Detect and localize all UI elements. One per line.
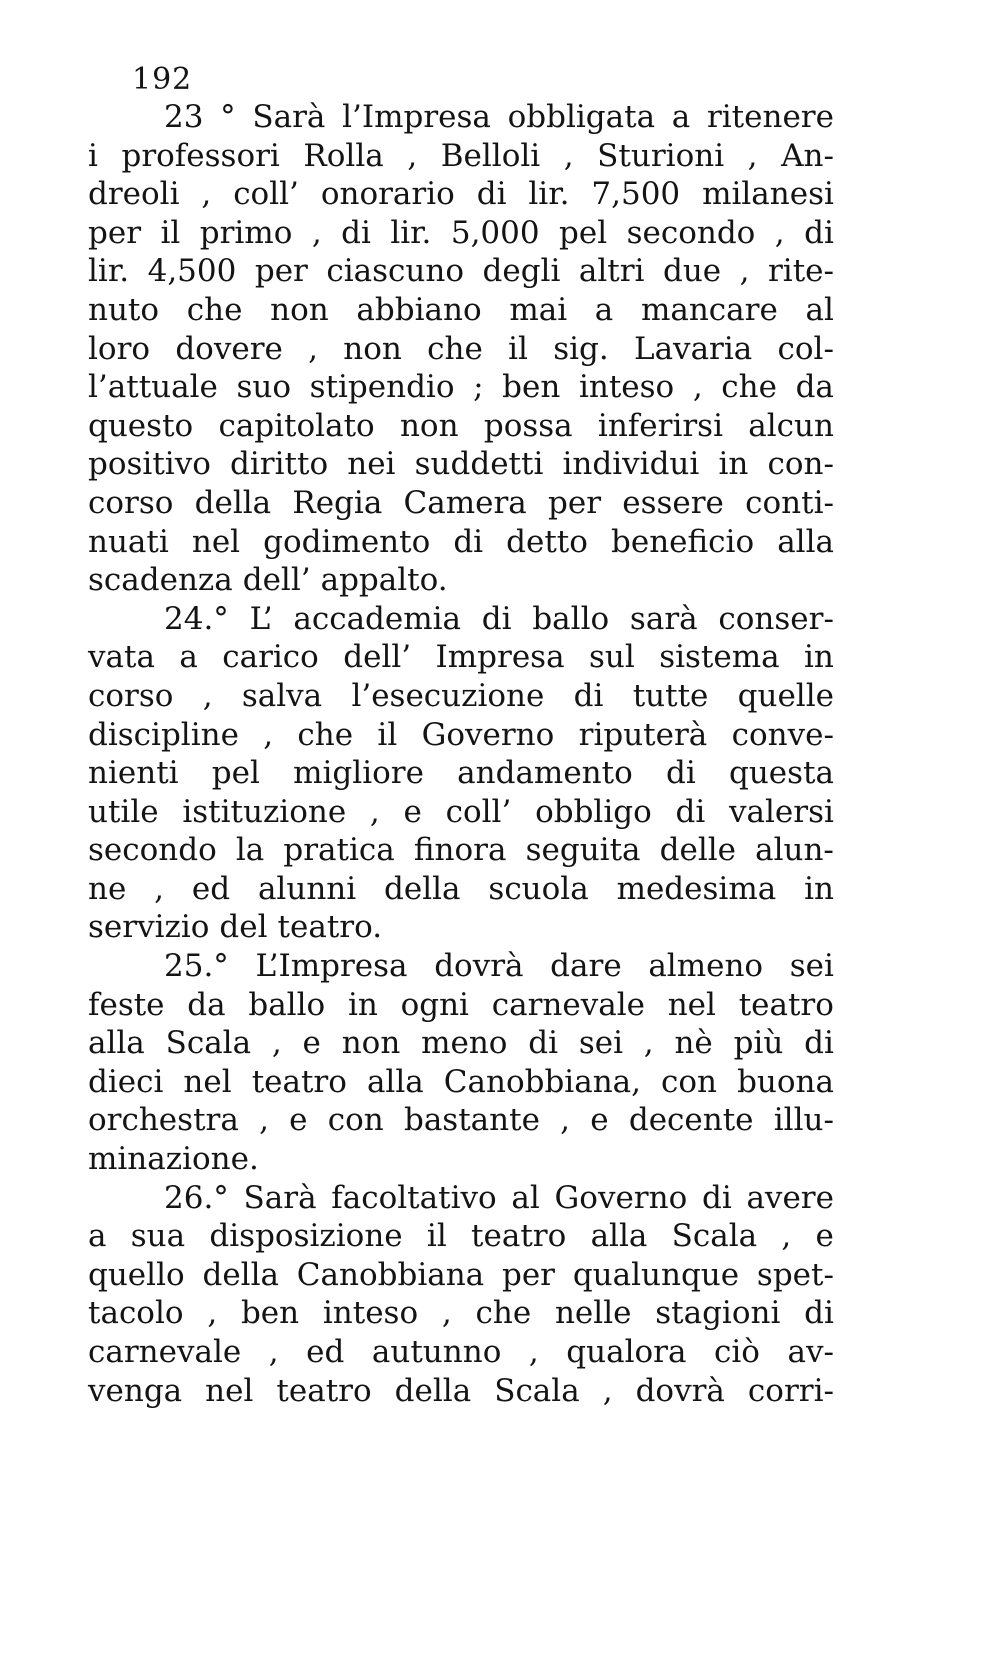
word: ben bbox=[502, 369, 561, 406]
word: ballo bbox=[532, 600, 610, 637]
word: per bbox=[254, 253, 308, 290]
word: valersi bbox=[729, 793, 834, 830]
word: An- bbox=[781, 137, 834, 174]
word: nei bbox=[347, 446, 396, 483]
word: medesima bbox=[616, 870, 777, 907]
word: la bbox=[235, 832, 265, 869]
word: di bbox=[804, 214, 834, 251]
word: ben bbox=[240, 1295, 300, 1332]
word: milanesi bbox=[702, 176, 834, 213]
word: Sarà bbox=[252, 99, 326, 135]
word: ed bbox=[191, 870, 231, 907]
word: loro bbox=[88, 330, 151, 367]
text-line bbox=[88, 445, 834, 484]
word: della bbox=[394, 1372, 472, 1409]
text-line bbox=[88, 1256, 834, 1295]
word: questa bbox=[728, 755, 834, 792]
word: mai bbox=[509, 291, 568, 328]
word: , bbox=[560, 1102, 571, 1139]
word: autunno bbox=[371, 1334, 502, 1370]
word: di bbox=[453, 523, 484, 560]
word: della bbox=[194, 484, 272, 521]
text-line bbox=[88, 484, 834, 523]
word: sei bbox=[789, 948, 834, 985]
word: corso bbox=[88, 677, 174, 714]
word: di bbox=[528, 1025, 559, 1062]
word: delle bbox=[659, 832, 736, 869]
word: carico bbox=[222, 639, 319, 676]
word: , bbox=[207, 1295, 218, 1332]
text-line bbox=[88, 754, 834, 793]
word: , bbox=[441, 1295, 452, 1332]
word: al bbox=[805, 291, 834, 328]
word: , bbox=[739, 253, 750, 290]
word: tutte bbox=[632, 677, 709, 714]
word: coll’ bbox=[233, 176, 299, 213]
word: ballo bbox=[248, 986, 326, 1023]
word: ne bbox=[88, 870, 127, 907]
word: i bbox=[88, 137, 98, 174]
text-line bbox=[88, 137, 834, 176]
word: stagioni bbox=[655, 1295, 781, 1332]
word: in bbox=[347, 986, 378, 1023]
word: Rolla bbox=[303, 137, 384, 174]
word: di bbox=[675, 793, 706, 830]
word: finora bbox=[413, 832, 507, 869]
word: diritto bbox=[230, 446, 329, 483]
word: scadenza bbox=[88, 562, 233, 599]
word: ed bbox=[306, 1334, 345, 1370]
word: dovrà bbox=[434, 948, 524, 985]
word: istituzione bbox=[182, 793, 347, 830]
word: lir. bbox=[528, 176, 570, 213]
word: Belloli bbox=[440, 137, 541, 174]
word: positivo bbox=[88, 446, 211, 483]
word: con bbox=[661, 1063, 718, 1100]
word: sua bbox=[130, 1218, 186, 1255]
word: detto bbox=[506, 523, 588, 560]
text-line bbox=[88, 1217, 834, 1256]
text-line bbox=[88, 831, 834, 870]
word: ritenere bbox=[706, 99, 834, 135]
word: , bbox=[259, 1102, 269, 1139]
word: di bbox=[573, 677, 604, 714]
word: inteso bbox=[578, 369, 675, 406]
word: , bbox=[692, 369, 703, 406]
word: della bbox=[384, 870, 461, 907]
word: , bbox=[781, 1218, 792, 1255]
word: e bbox=[403, 793, 422, 830]
word: abbiano bbox=[356, 291, 482, 328]
word: , bbox=[154, 870, 165, 907]
word: sistema bbox=[659, 639, 780, 676]
word: spet- bbox=[756, 1256, 834, 1293]
word: a bbox=[88, 1218, 107, 1255]
word: non bbox=[270, 291, 329, 328]
word: pel bbox=[211, 755, 260, 792]
word: Scala bbox=[494, 1372, 580, 1409]
word: alla bbox=[777, 523, 834, 560]
word: conve- bbox=[731, 716, 834, 753]
word: dieci bbox=[88, 1063, 164, 1100]
word: suddetti bbox=[414, 446, 544, 483]
word: l’Impresa bbox=[342, 99, 491, 135]
word: di bbox=[804, 1025, 834, 1062]
word: alunni bbox=[257, 870, 357, 907]
word: venga bbox=[88, 1372, 183, 1409]
word: 4,500 bbox=[147, 253, 237, 290]
word: nel bbox=[667, 986, 716, 1023]
word: e bbox=[590, 1102, 609, 1139]
word: discipline bbox=[88, 716, 239, 753]
word: Sarà bbox=[243, 1179, 317, 1216]
word: in bbox=[718, 446, 749, 483]
word: Camera bbox=[403, 484, 527, 521]
word: a bbox=[671, 99, 691, 135]
word: corso bbox=[88, 484, 174, 521]
word: Sturioni bbox=[597, 137, 725, 174]
word: obbligo bbox=[535, 793, 652, 830]
word: , bbox=[407, 137, 418, 174]
text-line bbox=[88, 1372, 834, 1411]
word: ogni bbox=[400, 986, 469, 1023]
word: Lavaria bbox=[633, 330, 753, 367]
page-number: 192 bbox=[132, 62, 193, 97]
word: e bbox=[815, 1218, 834, 1255]
word: , bbox=[311, 214, 322, 251]
word: andamento bbox=[457, 755, 633, 792]
word: riputerà bbox=[578, 716, 708, 753]
word: 25.° bbox=[164, 948, 229, 985]
word: illu- bbox=[773, 1102, 834, 1139]
word: carnevale bbox=[88, 1334, 242, 1370]
word: utile bbox=[88, 793, 159, 830]
text-line bbox=[88, 330, 834, 369]
body-text bbox=[88, 98, 834, 1410]
text-line bbox=[88, 638, 834, 677]
word: inferirsi bbox=[597, 407, 723, 444]
word: , bbox=[563, 137, 574, 174]
word: al bbox=[511, 1179, 540, 1216]
word: che bbox=[186, 291, 243, 328]
word: qualora bbox=[566, 1334, 687, 1370]
text-line bbox=[88, 793, 834, 832]
word: , bbox=[271, 1025, 282, 1062]
word: quelle bbox=[737, 677, 834, 714]
word: secondo bbox=[88, 832, 217, 869]
word: teatro bbox=[276, 1372, 372, 1409]
word: servizio bbox=[88, 909, 210, 946]
word: alla bbox=[88, 1025, 145, 1062]
word: alun- bbox=[755, 832, 834, 869]
word: dreoli bbox=[88, 176, 180, 213]
text-line bbox=[88, 1333, 834, 1372]
word: da bbox=[187, 986, 226, 1023]
word: sul bbox=[588, 639, 635, 676]
text-line bbox=[88, 214, 834, 253]
word: conti- bbox=[745, 484, 834, 521]
word: degli bbox=[482, 253, 561, 290]
word: onorario bbox=[320, 176, 455, 213]
word: essere bbox=[622, 484, 724, 521]
word: individui bbox=[562, 446, 700, 483]
word: rite- bbox=[767, 253, 834, 290]
word: professori bbox=[121, 137, 280, 174]
word: scuola bbox=[488, 870, 589, 907]
word: per bbox=[501, 1256, 555, 1293]
word: sarà bbox=[629, 600, 698, 637]
word: , bbox=[774, 214, 785, 251]
word: stipendio bbox=[309, 369, 455, 406]
word: almeno bbox=[648, 948, 764, 985]
word: coll’ bbox=[445, 793, 512, 830]
word: Canobbiana bbox=[296, 1256, 485, 1293]
text-line bbox=[88, 908, 834, 947]
word: Governo bbox=[554, 1179, 688, 1216]
word: ° bbox=[220, 99, 236, 135]
word: L’ bbox=[249, 600, 273, 637]
word: , bbox=[268, 1334, 279, 1370]
word: col- bbox=[777, 330, 834, 367]
word: Regia bbox=[292, 484, 383, 521]
word: teatro bbox=[471, 1218, 567, 1255]
word: due bbox=[662, 253, 722, 290]
word: possa bbox=[483, 407, 573, 444]
word: Scala bbox=[671, 1218, 758, 1255]
word: del bbox=[219, 909, 268, 946]
word: disposizione bbox=[209, 1218, 403, 1255]
word: obbligata bbox=[507, 99, 656, 135]
word: orchestra bbox=[88, 1102, 239, 1139]
text-line bbox=[88, 291, 834, 330]
word: teatro bbox=[738, 986, 834, 1023]
word: di bbox=[804, 1295, 834, 1332]
word: a bbox=[179, 639, 198, 676]
word: , bbox=[263, 716, 274, 753]
word: nel bbox=[183, 1063, 232, 1100]
word: alla bbox=[366, 1063, 424, 1100]
text-line bbox=[88, 1294, 834, 1333]
word: beneficio bbox=[611, 523, 755, 560]
word: , bbox=[308, 330, 318, 367]
text-line bbox=[88, 407, 834, 446]
word: che bbox=[297, 716, 354, 753]
word: , bbox=[528, 1334, 539, 1370]
word: , bbox=[369, 793, 380, 830]
word: dell’ bbox=[343, 639, 412, 676]
word: accademia bbox=[293, 600, 462, 637]
word: non bbox=[343, 330, 402, 367]
word: Canobbiana, bbox=[443, 1063, 641, 1100]
word: appalto. bbox=[320, 562, 448, 599]
word: di bbox=[701, 1179, 732, 1216]
word: pratica bbox=[283, 832, 395, 869]
word: di bbox=[341, 214, 371, 251]
word: il bbox=[508, 330, 528, 367]
word: che bbox=[427, 330, 483, 367]
word: , bbox=[201, 176, 212, 213]
word: capitolato bbox=[218, 407, 375, 444]
word: dare bbox=[550, 948, 622, 985]
word: qualunque bbox=[572, 1256, 740, 1293]
word: secondo bbox=[626, 214, 756, 251]
word: teatro. bbox=[277, 909, 383, 946]
word: altri bbox=[578, 253, 645, 290]
word: Impresa bbox=[435, 639, 565, 676]
word: suo bbox=[236, 369, 292, 406]
word: 26.° bbox=[164, 1179, 229, 1216]
word: della bbox=[202, 1256, 279, 1293]
word: sig. bbox=[553, 330, 609, 367]
word: carnevale bbox=[491, 986, 645, 1023]
word: av- bbox=[787, 1334, 834, 1370]
word: alcun bbox=[748, 407, 834, 444]
word: 7,500 bbox=[591, 176, 681, 213]
word: buona bbox=[737, 1063, 834, 1100]
word: feste bbox=[88, 986, 165, 1023]
word: migliore bbox=[293, 755, 424, 792]
text-line bbox=[88, 1140, 834, 1179]
word: minazione. bbox=[88, 1141, 259, 1178]
word: in bbox=[804, 639, 834, 676]
word: nelle bbox=[554, 1295, 632, 1332]
word: , bbox=[643, 1025, 654, 1062]
text-line bbox=[88, 947, 834, 986]
word: non bbox=[341, 1025, 401, 1062]
word: ciascuno bbox=[326, 253, 464, 290]
word: vata bbox=[88, 639, 155, 676]
word: e bbox=[289, 1102, 308, 1139]
word: il bbox=[377, 716, 398, 753]
word: dell’ bbox=[242, 562, 311, 599]
word: , bbox=[602, 1372, 613, 1409]
text-line bbox=[88, 561, 834, 600]
word: nel bbox=[191, 523, 241, 560]
word: decente bbox=[628, 1102, 754, 1139]
word: 23 bbox=[164, 99, 204, 135]
word: mancare bbox=[640, 291, 778, 328]
word: L’Impresa bbox=[255, 948, 408, 985]
word: a bbox=[594, 291, 614, 328]
word: ; bbox=[473, 369, 484, 406]
word: nel bbox=[205, 1372, 254, 1409]
word: Governo bbox=[421, 716, 555, 753]
word: il bbox=[160, 214, 181, 251]
word: seguita bbox=[525, 832, 641, 869]
word: bastante bbox=[403, 1102, 540, 1139]
word: 24.° bbox=[164, 600, 229, 637]
word: dovere bbox=[175, 330, 283, 367]
word: da bbox=[795, 369, 834, 406]
word: il bbox=[426, 1218, 447, 1255]
word: salva bbox=[241, 677, 323, 714]
word: nè bbox=[674, 1025, 713, 1062]
text-line bbox=[88, 677, 834, 716]
word: e bbox=[302, 1025, 321, 1062]
word: tacolo bbox=[88, 1295, 184, 1332]
word: con- bbox=[767, 446, 834, 483]
word: l’esecuzione bbox=[351, 677, 545, 714]
word: con bbox=[327, 1102, 384, 1139]
word: quello bbox=[88, 1256, 185, 1293]
word: di bbox=[481, 600, 512, 637]
text-line bbox=[88, 600, 834, 639]
word: per bbox=[548, 484, 602, 521]
word: 5,000 bbox=[450, 214, 540, 251]
text-line bbox=[88, 716, 834, 755]
word: sei bbox=[578, 1025, 623, 1062]
word: pel bbox=[559, 214, 608, 251]
word: meno bbox=[421, 1025, 508, 1062]
word: , bbox=[202, 677, 213, 714]
text-line bbox=[88, 98, 834, 137]
word: alla bbox=[590, 1218, 648, 1255]
word: , bbox=[747, 137, 758, 174]
word: per bbox=[88, 214, 142, 251]
word: di bbox=[665, 755, 696, 792]
word: che bbox=[475, 1295, 532, 1332]
text-line bbox=[88, 986, 834, 1025]
word: lir. bbox=[390, 214, 432, 251]
word: facoltativo bbox=[331, 1179, 497, 1216]
text-line bbox=[88, 1063, 834, 1102]
word: conser- bbox=[718, 600, 834, 637]
text-line bbox=[88, 1101, 834, 1140]
word: inteso bbox=[322, 1295, 419, 1332]
word: primo bbox=[199, 214, 293, 251]
word: nienti bbox=[88, 755, 179, 792]
text-line bbox=[88, 870, 834, 909]
word: godimento bbox=[263, 523, 431, 560]
word: nuto bbox=[88, 291, 160, 328]
word: che bbox=[721, 369, 777, 406]
text-line bbox=[88, 175, 834, 214]
word: in bbox=[804, 870, 834, 907]
word: l’attuale bbox=[88, 369, 218, 406]
word: questo bbox=[88, 407, 194, 444]
word: lir. bbox=[88, 253, 130, 290]
word: non bbox=[399, 407, 459, 444]
word: corri- bbox=[747, 1372, 834, 1409]
word: nuati bbox=[88, 523, 169, 560]
word: di bbox=[476, 176, 507, 213]
word: avere bbox=[746, 1179, 834, 1216]
text-line bbox=[88, 252, 834, 291]
text-line bbox=[88, 1179, 834, 1218]
text-line bbox=[88, 1024, 834, 1063]
word: Scala bbox=[165, 1025, 252, 1062]
word: teatro bbox=[251, 1063, 347, 1100]
word: dovrà bbox=[635, 1372, 725, 1409]
word: ciò bbox=[713, 1334, 760, 1370]
text-line bbox=[88, 368, 834, 407]
text-line bbox=[88, 523, 834, 562]
word: più bbox=[733, 1025, 784, 1062]
